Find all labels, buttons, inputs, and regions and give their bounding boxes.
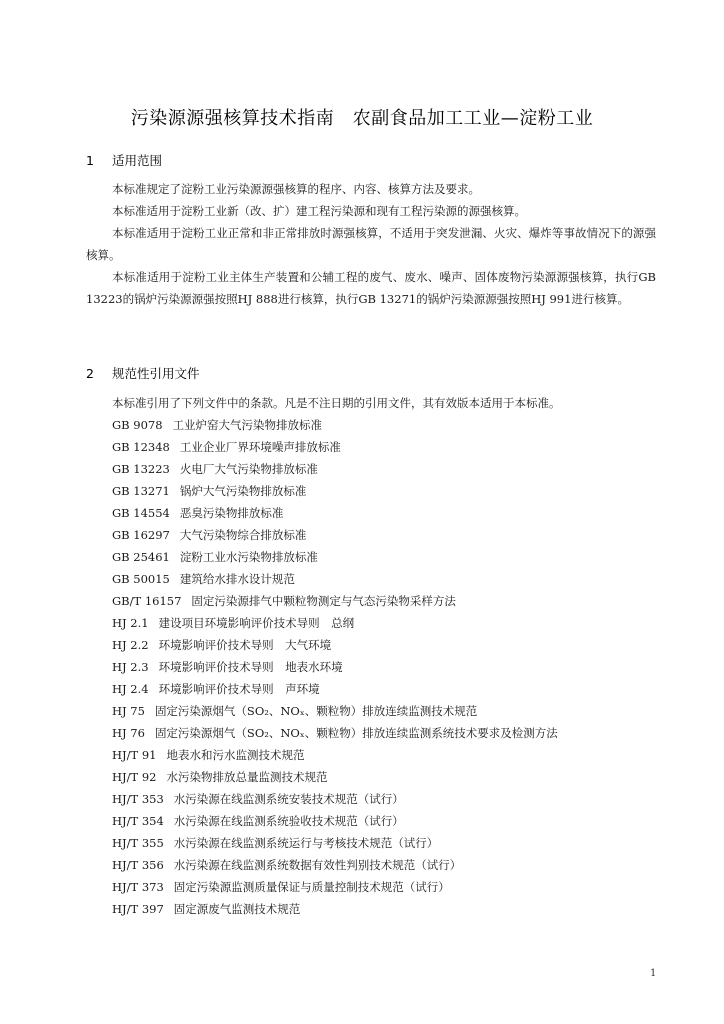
reference-code: HJ 75 bbox=[112, 704, 145, 718]
reference-item bbox=[112, 810, 558, 832]
scope-paragraph: 本标准适用于淀粉工业正常和非正常排放时源强核算，不适用于突发泄漏、火灾、爆炸等事故情况下的源强核算。 bbox=[86, 226, 656, 262]
scope-paragraph: 本标准规定了淀粉工业污染源源强核算的程序、内容、核算方法及要求。 bbox=[112, 182, 480, 196]
reference-code: HJ/T 373 bbox=[112, 880, 164, 894]
reference-title: 水污染源在线监测系统运行与考核技术规范（试行） bbox=[173, 836, 439, 850]
reference-item bbox=[112, 744, 558, 766]
reference-code: GB 50015 bbox=[112, 572, 170, 586]
section-heading-references bbox=[86, 364, 200, 382]
reference-code: GB 16297 bbox=[112, 528, 170, 542]
reference-title: 环境影响评价技术导则 大气环境 bbox=[158, 638, 332, 652]
reference-code: GB/T 16157 bbox=[112, 594, 182, 608]
reference-code: HJ/T 91 bbox=[112, 748, 157, 762]
reference-code: HJ/T 397 bbox=[112, 902, 164, 916]
reference-title: 固定污染源排气中颗粒物测定与气态污染物采样方法 bbox=[191, 594, 456, 608]
reference-title: 恶臭污染物排放标准 bbox=[179, 506, 284, 520]
reference-code: HJ/T 353 bbox=[112, 792, 164, 806]
reference-item bbox=[112, 480, 558, 502]
reference-title: 固定源废气监测技术规范 bbox=[173, 902, 301, 916]
reference-title: 工业企业厂界环境噪声排放标准 bbox=[179, 440, 341, 454]
reference-title: 火电厂大气污染物排放标准 bbox=[179, 462, 318, 476]
reference-title: 环境影响评价技术导则 声环境 bbox=[158, 682, 320, 696]
reference-title: 环境影响评价技术导则 地表水环境 bbox=[158, 660, 343, 674]
reference-title: 水污染源在线监测系统安装技术规范（试行） bbox=[173, 792, 404, 806]
reference-item bbox=[112, 414, 558, 436]
reference-item bbox=[112, 458, 558, 480]
reference-item bbox=[112, 612, 558, 634]
reference-item bbox=[112, 898, 558, 920]
reference-item bbox=[112, 656, 558, 678]
reference-code: GB 13271 bbox=[112, 484, 170, 498]
reference-title: 锅炉大气污染物排放标准 bbox=[179, 484, 307, 498]
section-number: 1 bbox=[86, 153, 94, 168]
references-intro: 本标准引用了下列文件中的条款。凡是不注日期的引用文件，其有效版本适用于本标准。 bbox=[112, 396, 561, 410]
reference-item bbox=[112, 634, 558, 656]
reference-title: 固定污染源烟气（SO₂、NOₓ、颗粒物）排放连续监测系统技术要求及检测方法 bbox=[154, 726, 558, 740]
reference-item bbox=[112, 766, 558, 788]
reference-code: HJ 2.1 bbox=[112, 616, 149, 630]
reference-item bbox=[112, 722, 558, 744]
section-title: 规范性引用文件 bbox=[112, 366, 200, 381]
reference-code: GB 14554 bbox=[112, 506, 170, 520]
reference-code: HJ 2.3 bbox=[112, 660, 149, 674]
reference-title: 建设项目环境影响评价技术导则 总纲 bbox=[158, 616, 355, 630]
reference-code: HJ/T 354 bbox=[112, 814, 164, 828]
reference-item bbox=[112, 546, 558, 568]
reference-item bbox=[112, 832, 558, 854]
reference-title: 水污染源在线监测系统数据有效性判别技术规范（试行） bbox=[173, 858, 462, 872]
reference-code: GB 12348 bbox=[112, 440, 170, 454]
reference-item bbox=[112, 436, 558, 458]
reference-title: 固定污染源烟气（SO₂、NOₓ、颗粒物）排放连续监测技术规范 bbox=[154, 704, 478, 718]
reference-code: HJ/T 355 bbox=[112, 836, 164, 850]
reference-item bbox=[112, 700, 558, 722]
reference-code: HJ 2.4 bbox=[112, 682, 149, 696]
reference-title: 固定污染源监测质量保证与质量控制技术规范（试行） bbox=[173, 880, 450, 894]
reference-title: 淀粉工业水污染物排放标准 bbox=[179, 550, 318, 564]
section-title: 适用范围 bbox=[112, 153, 163, 168]
reference-code: HJ 76 bbox=[112, 726, 145, 740]
reference-code: GB 9078 bbox=[112, 418, 163, 432]
reference-code: GB 25461 bbox=[112, 550, 170, 564]
reference-title: 水污染源在线监测系统验收技术规范（试行） bbox=[173, 814, 404, 828]
reference-code: GB 13223 bbox=[112, 462, 170, 476]
page-number: 1 bbox=[650, 968, 657, 979]
scope-paragraph: 本标准适用于淀粉工业新（改、扩）建工程污染源和现有工程污染源的源强核算。 bbox=[112, 204, 526, 218]
reference-code: HJ/T 92 bbox=[112, 770, 157, 784]
reference-item bbox=[112, 568, 558, 590]
reference-title: 大气污染物综合排放标准 bbox=[179, 528, 307, 542]
reference-code: HJ/T 356 bbox=[112, 858, 164, 872]
scope-paragraph: 本标准适用于淀粉工业主体生产装置和公辅工程的废气、废水、噪声、固体废物污染源源强核算，执行GB 13223的锅炉污染源源强按照HJ 888进行核算，执行GB 13271的锅炉污染源源强按照HJ 991进行核算。 bbox=[86, 270, 656, 306]
section-heading-scope bbox=[86, 151, 162, 169]
reference-item bbox=[112, 854, 558, 876]
reference-code: HJ 2.2 bbox=[112, 638, 149, 652]
section-number: 2 bbox=[86, 366, 94, 381]
reference-item bbox=[112, 590, 558, 612]
reference-title: 工业炉窑大气污染物排放标准 bbox=[172, 418, 323, 432]
document-title: 污染源源强核算技术指南 农副食品加工工业—淀粉工业 bbox=[130, 108, 594, 129]
reference-item bbox=[112, 876, 558, 898]
reference-list bbox=[112, 414, 558, 920]
reference-title: 地表水和污水监测技术规范 bbox=[166, 748, 305, 762]
reference-item bbox=[112, 502, 558, 524]
reference-title: 水污染物排放总量监测技术规范 bbox=[166, 770, 328, 784]
reference-title: 建筑给水排水设计规范 bbox=[179, 572, 295, 586]
reference-item bbox=[112, 524, 558, 546]
reference-item bbox=[112, 678, 558, 700]
reference-item bbox=[112, 788, 558, 810]
